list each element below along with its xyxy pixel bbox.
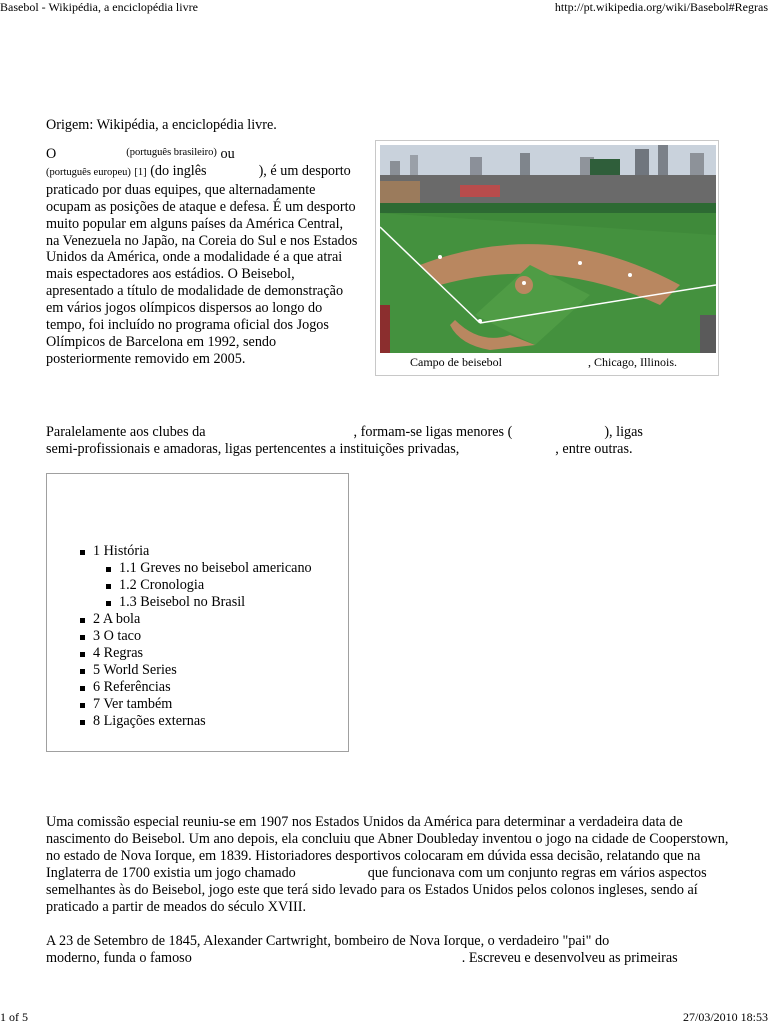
history-paragraph	[46, 814, 736, 915]
toc-list	[80, 543, 312, 730]
toc-item-label: 3 O taco	[93, 628, 142, 644]
toc-subitem[interactable]	[106, 594, 312, 611]
toc-item-label: 5 World Series	[93, 662, 177, 678]
para2-a: Paralelamente aos clubes da	[46, 424, 206, 440]
page-header-url[interactable]: http://pt.wikipedia.org/wiki/Basebol#Regras	[554, 0, 768, 14]
pt-eu-link[interactable]: (português europeu)	[46, 166, 131, 178]
page-header-title: Basebol - Wikipédia, a enciclopédia livre	[0, 0, 198, 14]
toc-item[interactable]	[80, 611, 312, 628]
table-of-contents	[46, 473, 349, 752]
baseball-field-photo[interactable]	[380, 145, 716, 353]
origin-line: Origem: Wikipédia, a enciclopédia livre.	[46, 117, 277, 133]
toc-item[interactable]	[80, 628, 312, 645]
page-footer-datetime: 27/03/2010 18:53	[682, 1010, 768, 1024]
toc-item-label: 7 Ver também	[93, 696, 173, 712]
intro-o: O	[46, 146, 57, 162]
toc-subitem-label: 1.1 Greves no beisebol americano	[119, 560, 312, 576]
leagues-paragraph	[46, 424, 726, 458]
intro-ou: ou	[220, 146, 235, 162]
toc-item-label: 2 A bola	[93, 611, 141, 627]
toc-item-label: 8 Ligações externas	[93, 713, 206, 729]
toc-item[interactable]	[80, 645, 312, 662]
para3-b: que funcionava com um conjunto regras em vários aspectos semelhantes às do Beisebol, jogo este que terá sido levado para os Estados Unidos pelos colonos ingleses, sendo aí praticado a partir de meados do século XVIII.	[46, 864, 707, 915]
toc-item-label: 4 Regras	[93, 645, 144, 661]
toc-subitem[interactable]	[106, 560, 312, 577]
toc-item[interactable]	[80, 679, 312, 696]
para2-c: ), ligas	[604, 424, 643, 440]
stadium-figure	[375, 140, 719, 376]
cartwright-paragraph	[46, 933, 736, 967]
intro-do-ingles: (do inglês	[150, 162, 207, 179]
para2-b: , formam-se ligas menores (	[353, 424, 513, 440]
toc-subitem[interactable]	[106, 577, 312, 594]
para3-a: Uma comissão especial reuniu-se em 1907 nos Estados Unidos da América para determinar a verdadeira data de nascimento do Beisebol. Um ano depois, ela concluiu que Abner Doubleday inventou o jogo na cidade de Cooperstown, no estado de Nova Iorque, em 1839. Historiadores desportivos colocaram em dúvida essa decisão, relatando que na Inglaterra de 1700 existia um jogo chamado	[46, 814, 729, 881]
para2-e: , entre outras.	[555, 440, 633, 457]
para4-a: A 23 de Setembro de 1845, Alexander Cartwright, bombeiro de Nova Iorque, o verdadeiro "pai" do	[46, 933, 610, 949]
toc-subitem-label: 1.3 Beisebol no Brasil	[119, 594, 246, 610]
pt-br-link[interactable]: (português brasileiro)	[126, 147, 217, 158]
toc-item[interactable]	[80, 662, 312, 679]
para4-c: . Escreveu e desenvolveu as primeiras	[461, 949, 678, 966]
ref-1-link[interactable]: [1]	[134, 166, 147, 178]
caption-part-1: Campo de beisebol	[410, 355, 502, 369]
toc-sublist	[80, 560, 312, 611]
intro-body: desporto praticado por duas equipes, que alternadamente ocupam as posições de ataque e defesa. É um desporto muito popular em alguns países da América Central, na Venezuela no Japão, na Coreia do Sul e nos Estados Unidos da América, onde a modalidade é a que atrai mais espectadores aos estádios. O Beisebol, apresentado a título de modalidade de demonstração em vários jogos olímpicos dispersos ao longo do tempo, foi incluído no programa oficial dos Jogos Olímpicos de Barcelona em 1992, sendo posteriormente removido em 2005.	[46, 162, 358, 367]
toc-subitem-label: 1.2 Cronologia	[119, 577, 205, 593]
page-footer-count: 1 of 5	[0, 1010, 28, 1024]
toc-item-label: 1 História	[93, 543, 150, 559]
para2-d: semi-profissionais e amadoras, ligas pertencentes a instituições privadas,	[46, 440, 460, 457]
toc-item[interactable]	[80, 543, 312, 560]
toc-item[interactable]	[80, 696, 312, 713]
intro-e-um: ), é um	[258, 162, 299, 179]
toc-item[interactable]	[80, 713, 312, 730]
para4-b: moderno, funda o famoso	[46, 949, 192, 966]
intro-paragraph	[46, 145, 358, 368]
caption-part-2: , Chicago, Illinois.	[588, 355, 677, 369]
toc-item-label: 6 Referências	[93, 679, 171, 695]
